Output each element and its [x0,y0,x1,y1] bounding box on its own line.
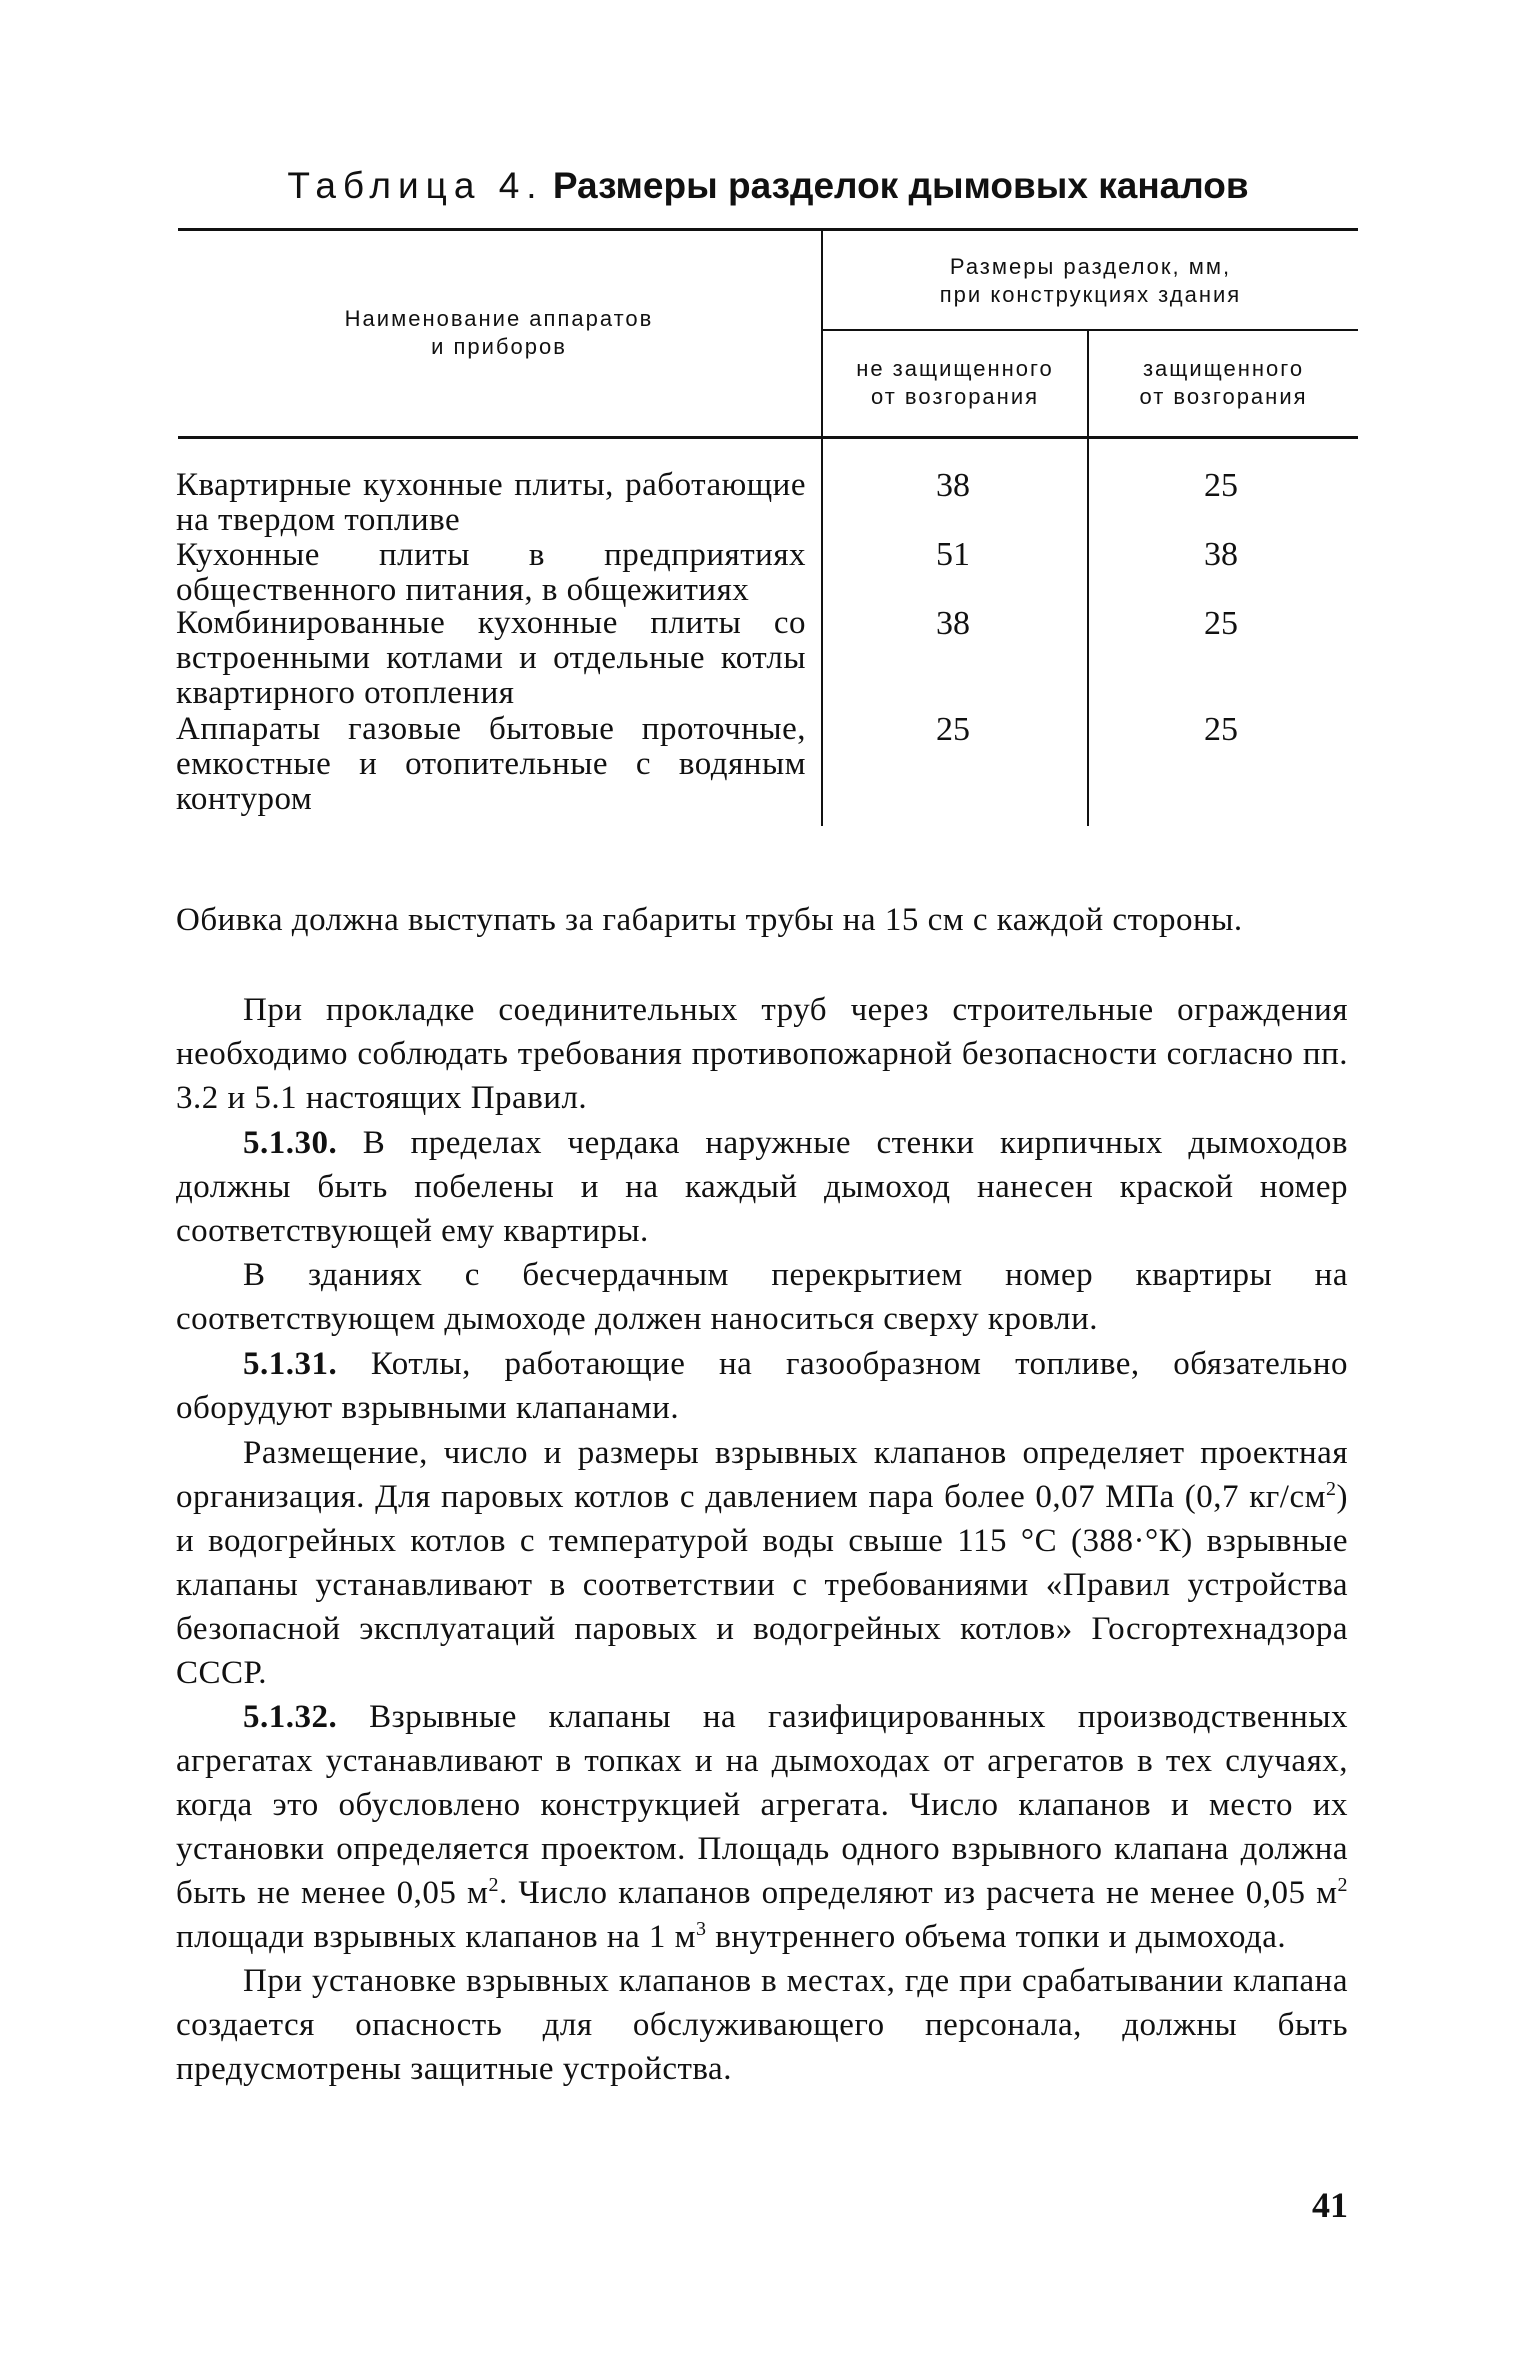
paragraph: При прокладке соединительных труб через строительные ограждения необходимо соблюдать требования противопожарной безопасности согласно пп. 3.2 и 5.1 настоящих Правил. [176,992,1348,1116]
table-row-name: Кухонные плиты в предприятиях общественного питания, в общежитиях [176,537,806,608]
table-top-rule [178,228,1358,231]
header-bottom-rule [178,436,1358,439]
table-cell-protected: 25 [1204,467,1238,504]
table-caption-label: Таблица 4. [287,165,544,206]
table-caption-title: Размеры разделок дымовых каналов [552,165,1249,206]
column-divider-1 [821,228,823,826]
table-cell-protected: 25 [1204,711,1238,748]
header-group-rule [822,329,1358,331]
paragraph: Обивка должна выступать за габариты трубы на 15 см с каждой стороны. [176,902,1243,938]
clause-number: 5.1.30. [243,1125,338,1161]
table-row-name: Комбинированные кухонные плиты со встроенными котлами и отдельные котлы квартирного отопления [176,605,806,711]
table-cell-unprotected: 38 [936,605,970,642]
paragraph: В зданиях с бесчердачным перекрытием номер квартиры на соответствующем дымоходе должен наноситься сверху кровли. [176,1257,1348,1337]
header-unprotected: не защищенного от возгорания [856,356,1054,409]
table-cell-protected: 25 [1204,605,1238,642]
page-number: 41 [1312,2185,1348,2225]
table-caption [178,163,1358,210]
table-row-name: Аппараты газовые бытовые проточные, емкостные и отопительные с водяным контуром [176,711,806,817]
clause-number: 5.1.32. [243,1699,338,1735]
header-name-column: Наименование аппаратов и приборов [344,306,654,359]
header-size-group: Размеры разделок, мм, при конструкциях здания [939,254,1242,307]
clause-number: 5.1.31. [243,1346,338,1382]
table-row-name: Квартирные кухонные плиты, работающие на твердом топливе [176,467,806,538]
paragraph: Размещение, число и размеры взрывных клапанов определяет проектная организация. Для паровых котлов с давлением пара более 0,07 МПа (0,7 $кг/см^2$) и водогрейных котлов с температурой воды свыше 115 °С (388·°К) взрывные клапаны устанавливают в соответствии с требованиями «Правил устройства безопасной эксплуатаций паровых и водогрейных котлов» Госгортехнадзора СССР. [176,1435,1348,1691]
paragraph-5-1-30: 5.1.30. В пределах чердака наружные стенки кирпичных дымоходов должны быть побелены и на каждый дымоход нанесен краской номер соответствующей ему квартиры. [176,1125,1349,1249]
table-cell-protected: 38 [1204,536,1238,573]
paragraph: При установке взрывных клапанов в местах, где при срабатывании клапана создается опасность для обслуживающего персонала, должны быть предусмотрены защитные устройства. [176,1963,1348,2087]
paragraph-5-1-31: 5.1.31. Котлы, работающие на газообразном топливе, обязательно оборудуют взрывными клапанами. [176,1346,1349,1426]
paragraph-5-1-32: 5.1.32. Взрывные клапаны на газифицированных производственных агрегатах устанавливают в топках и на дымоходах от агрегатов в тех случаях, когда это обусловлено конструкцией агрегата. Число клапанов и место их установки определяется проектом. Площадь одного взрывного клапана должна быть не менее 0,05 $м^2$. Число клапанов определяют из расчета не менее 0,05 $м^2$ площади взрывных клапанов на 1 $м^3$ внутреннего объема топки и дымохода. [176,1699,1349,1955]
table-cell-unprotected: 51 [936,536,970,573]
table-cell-unprotected: 25 [936,711,970,748]
header-protected: защищенного от возгорания [1139,356,1308,409]
table-cell-unprotected: 38 [936,467,970,504]
